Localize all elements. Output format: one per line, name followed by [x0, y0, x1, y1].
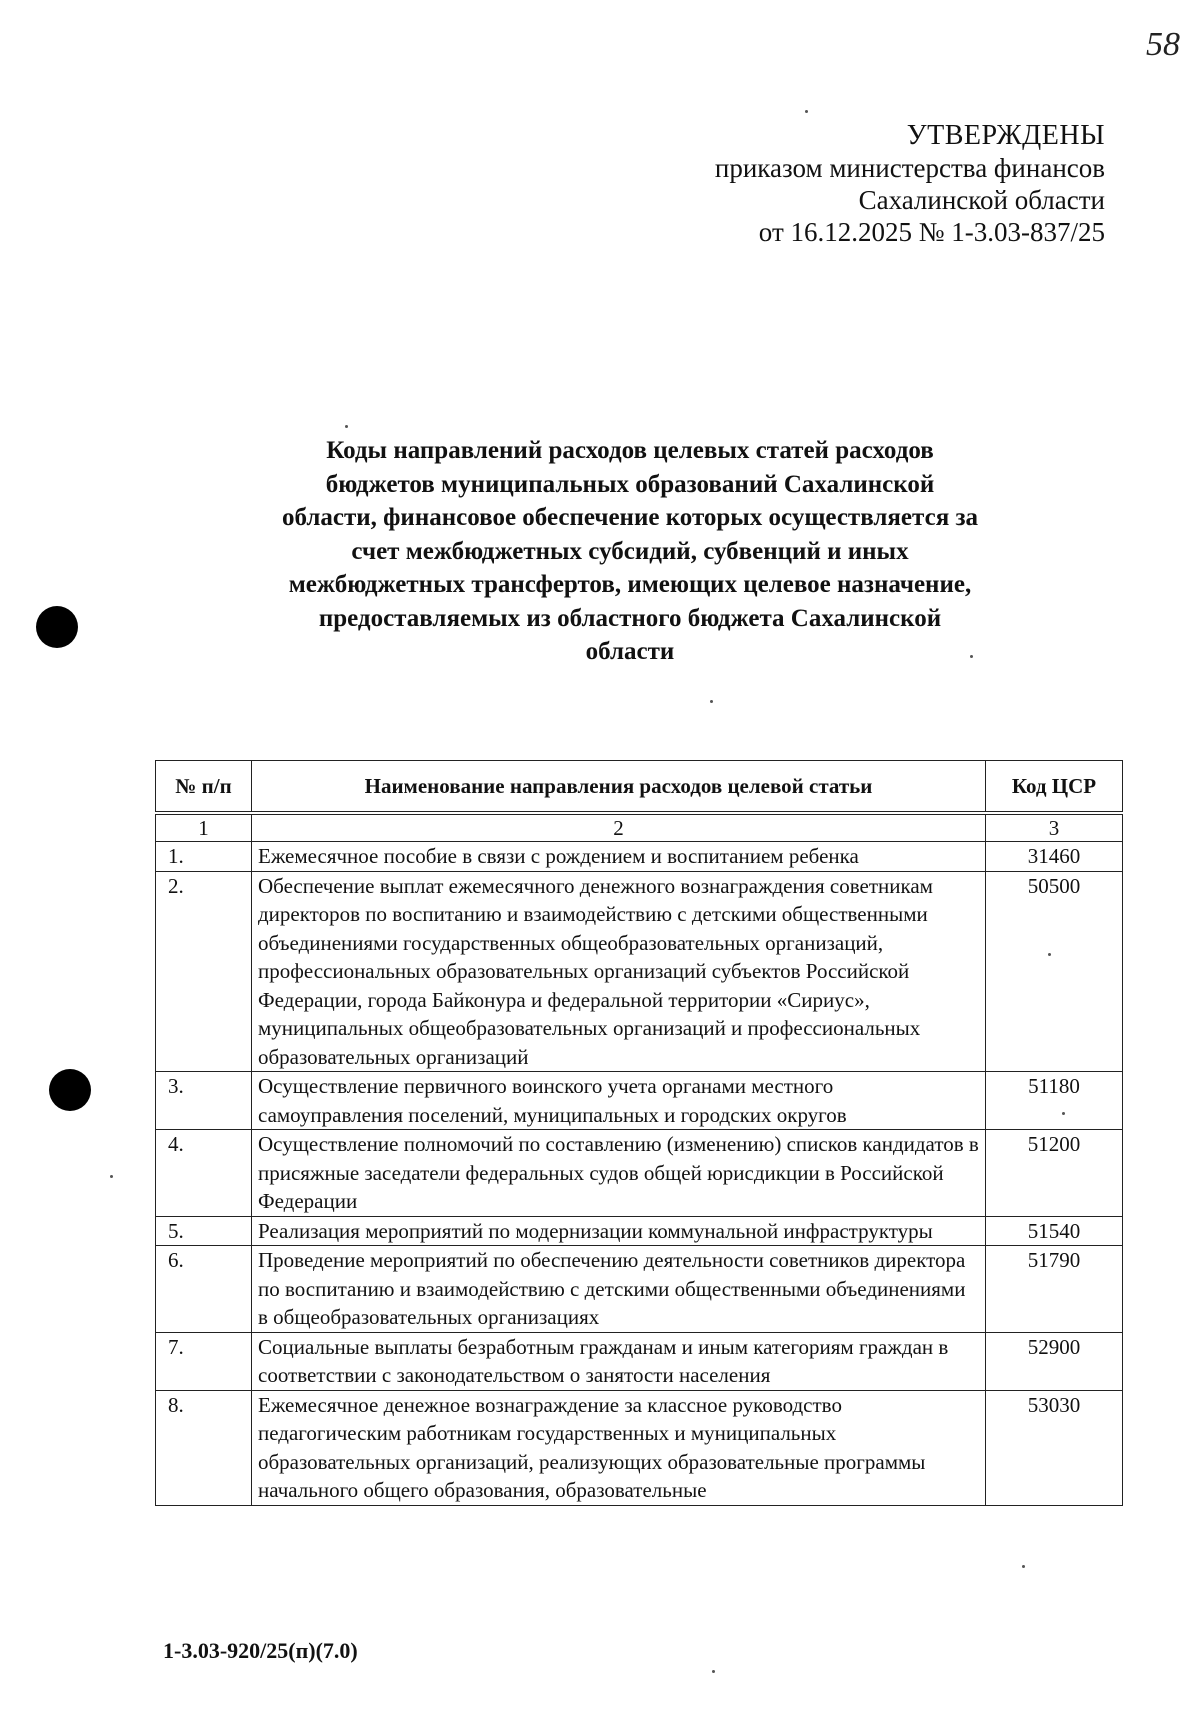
row-number: 3.	[156, 1072, 252, 1130]
row-code: 51790	[986, 1246, 1123, 1333]
row-number: 7.	[156, 1332, 252, 1390]
approval-line: от 16.12.2025 № 1-3.03-837/25	[758, 217, 1105, 247]
column-number: 3	[986, 815, 1123, 842]
approval-title: УТВЕРЖДЕНЫ	[906, 120, 1105, 151]
row-code: 31460	[986, 842, 1123, 872]
scan-speck	[1048, 953, 1051, 956]
title-line: предоставляемых из областного бюджета Сахалинской	[318, 604, 942, 632]
footer-doc-code: 1-3.03-920/25(п)(7.0)	[163, 1638, 358, 1663]
title-line: области	[585, 638, 675, 665]
approval-stamp-block	[715, 120, 1105, 248]
table-row	[156, 1332, 1123, 1390]
table-row	[156, 1216, 1123, 1246]
title-line: Коды направлений расходов целевых статей расходов	[326, 437, 934, 464]
row-number: 1.	[156, 842, 252, 872]
punch-hole-mark	[36, 606, 78, 648]
header-name: Наименование направления расходов целевой статьи	[252, 761, 986, 812]
scan-speck	[110, 1175, 113, 1178]
table-row	[156, 1130, 1123, 1217]
table-row	[156, 842, 1123, 872]
row-number: 5.	[156, 1216, 252, 1246]
scan-speck	[345, 425, 348, 428]
header-code: Код ЦСР	[986, 761, 1123, 812]
table-row	[156, 1390, 1123, 1505]
column-number: 1	[156, 815, 252, 842]
row-name: Осуществление полномочий по составлению (изменению) списков кандидатов в присяжные заседатели федеральных судов общей юрисдикции в Российской Федерации	[252, 1130, 986, 1217]
row-name: Ежемесячное пособие в связи с рождением и воспитанием ребенка	[252, 842, 986, 872]
header-num: № п/п	[156, 761, 252, 812]
scan-speck	[805, 110, 808, 113]
row-number: 8.	[156, 1390, 252, 1505]
scan-speck	[710, 700, 713, 703]
row-name: Обеспечение выплат ежемесячного денежного вознаграждения советникам директоров по воспитанию и взаимодействию с детскими общественными объединениями государственных общеобразовательных организаций, профессиональных образовательных организаций субъектов Российской Федерации, города Байконура и федеральной территории «Сириус», муниципальных общеобразовательных организаций и профессиональных образовательных организаций	[252, 871, 986, 1072]
row-number: 2.	[156, 871, 252, 1072]
row-code: 53030	[986, 1390, 1123, 1505]
row-code: 51200	[986, 1130, 1123, 1217]
approval-line: Сахалинской области	[858, 185, 1105, 215]
title-line: счет межбюджетных субсидий, субвенций и иных	[351, 537, 909, 565]
row-name: Осуществление первичного воинского учета органами местного самоуправления поселений, муниципальных и городских округов	[252, 1072, 986, 1130]
column-number: 2	[252, 815, 986, 842]
title-line: области, финансовое обеспечение которых осуществляется за	[281, 504, 979, 531]
row-name: Ежемесячное денежное вознаграждение за классное руководство педагогическим работникам государственных и муниципальных образовательных организаций, реализующих образовательные программы начального общего образования, образовательные	[252, 1390, 986, 1505]
row-code: 52900	[986, 1332, 1123, 1390]
page-number: 58	[1146, 26, 1180, 63]
title-line: бюджетов муниципальных образований Сахалинской	[325, 470, 935, 498]
scan-speck	[970, 655, 973, 658]
table-header	[155, 760, 1123, 812]
table-row	[156, 871, 1123, 1072]
document-title	[230, 434, 1030, 669]
row-name: Социальные выплаты безработным гражданам и иным категориям граждан в соответствии с законодательством о занятости населения	[252, 1332, 986, 1390]
row-number: 4.	[156, 1130, 252, 1217]
table-row	[156, 1246, 1123, 1333]
scan-speck	[1062, 1112, 1065, 1115]
title-line: межбюджетных трансфертов, имеющих целевое назначение,	[288, 571, 972, 598]
row-number: 6.	[156, 1246, 252, 1333]
punch-hole-mark	[49, 1069, 91, 1111]
row-code: 50500	[986, 871, 1123, 1072]
row-code: 51540	[986, 1216, 1123, 1246]
row-name: Реализация мероприятий по модернизации коммунальной инфраструктуры	[252, 1216, 986, 1246]
row-name: Проведение мероприятий по обеспечению деятельности советников директора по воспитанию и взаимодействию с детскими общественными объединениями в общеобразовательных организациях	[252, 1246, 986, 1333]
scan-speck	[1022, 1565, 1025, 1568]
scan-speck	[712, 1670, 715, 1673]
table-row	[156, 1072, 1123, 1130]
column-number-row	[156, 815, 1123, 842]
row-code: 51180	[986, 1072, 1123, 1130]
codes-table	[155, 814, 1123, 1506]
approval-line: приказом министерства финансов	[714, 153, 1105, 183]
